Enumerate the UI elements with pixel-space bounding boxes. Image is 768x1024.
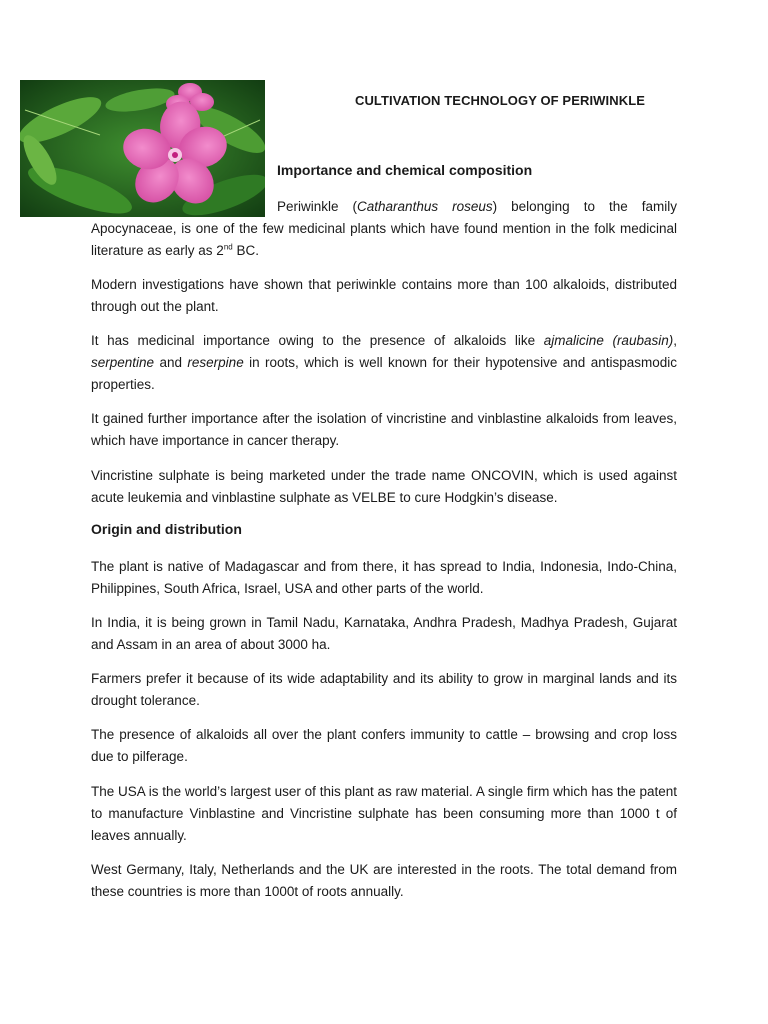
scientific-name: Catharanthus roseus: [357, 199, 493, 214]
paragraph-india-cultivation: In India, it is being grown in Tamil Nadu, Karnataka, Andhra Pradesh, Madhya Pradesh, Gujarat and Assam in an area of about 3000 ha.: [91, 615, 677, 652]
paragraph-cattle-immunity: The presence of alkaloids all over the plant confers immunity to cattle – browsing and crop loss due to pilferage.: [91, 727, 677, 764]
text-span: ) belonging to the family Apocynaceae, is one of the few medicinal plants which have found mention in the folk medicinal literature as early as 2: [91, 199, 677, 258]
paragraph-trade-names: Vincristine sulphate is being marketed under the trade name ONCOVIN, which is used against acute leukemia and vinblastine sulphate as VELBE to cure Hodgkin’s disease.: [91, 468, 677, 505]
paragraph-europe-demand: West Germany, Italy, Netherlands and the UK are interested in the roots. The total demand from these countries is more than 1000t of roots annually.: [91, 862, 677, 899]
superscript: nd: [223, 242, 233, 252]
text-span: in roots, which is well known for their hypotensive and antispasmodic properties.: [91, 355, 677, 392]
text-span: BC.: [232, 243, 259, 258]
text-span: Periwinkle (: [277, 199, 358, 214]
heading-origin: Origin and distribution: [91, 521, 242, 537]
paragraph-alkaloid-count: Modern investigations have shown that periwinkle contains more than 100 alkaloids, distributed through out the plant.: [91, 277, 677, 314]
alkaloid-name: ajmalicine (raubasin): [543, 333, 674, 348]
alkaloid-name: reserpine: [187, 355, 244, 370]
paragraph-farmer-preference: Farmers prefer it because of its wide adaptability and its ability to grow in marginal lands and its drought tolerance.: [91, 671, 677, 708]
paragraph-cancer-therapy: It gained further importance after the isolation of vincristine and vinblastine alkaloids from leaves, which have importance in cancer therapy.: [91, 411, 677, 448]
text-span: ,: [673, 333, 677, 348]
paragraph-periwinkle-intro: [91, 196, 677, 262]
paragraph-native-origin: The plant is native of Madagascar and from there, it has spread to India, Indonesia, Indo-China, Philippines, South Africa, Israel, USA and other parts of the world.: [91, 559, 677, 596]
paragraph-usa-usage: The USA is the world’s largest user of this plant as raw material. A single firm which has the patent to manufacture Vinblastine and Vincristine sulphate has been consuming more than 1000 t of leaves annually.: [91, 784, 677, 843]
document-title: CULTIVATION TECHNOLOGY OF PERIWINKLE: [354, 93, 646, 108]
text-span: It has medicinal importance owing to the presence of alkaloids like: [91, 333, 544, 348]
paragraph-medicinal-importance: [91, 330, 677, 396]
heading-importance: Importance and chemical composition: [277, 162, 533, 178]
text-span: and: [154, 355, 188, 370]
alkaloid-name: serpentine: [91, 355, 155, 370]
